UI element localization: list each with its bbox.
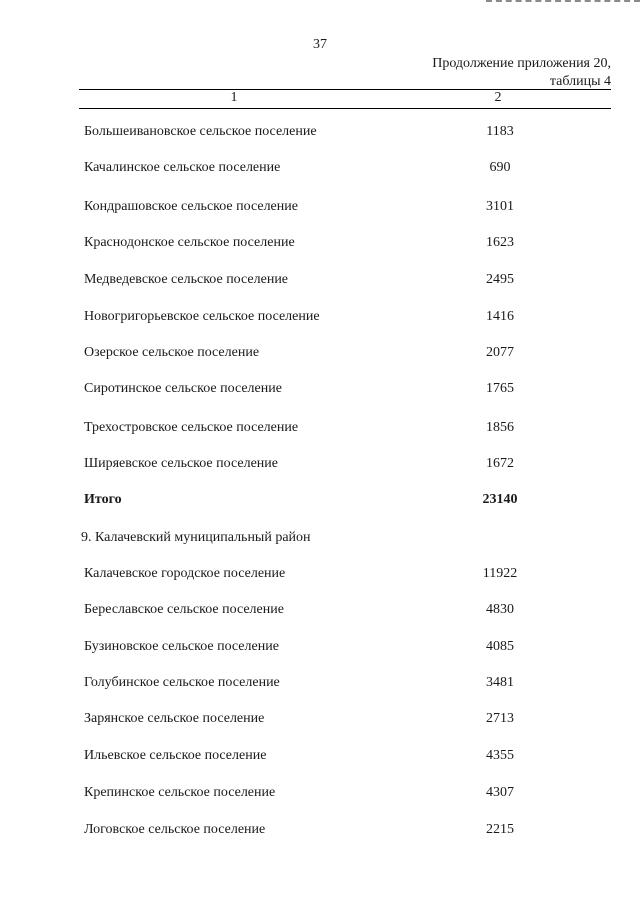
table-top-rule [79, 89, 611, 90]
scan-edge-mark [486, 0, 640, 2]
table-row [0, 345, 640, 365]
settlement-value: 2713 [486, 711, 514, 726]
table-row [0, 822, 640, 842]
appendix-caption-line2: таблицы 4 [549, 74, 611, 89]
settlement-name: Зарянское сельское поселение [84, 711, 265, 726]
table-row [0, 235, 640, 255]
settlement-value: 11922 [482, 566, 518, 581]
settlement-value: 2077 [486, 345, 514, 360]
settlement-name: Медведевское сельское поселение [84, 272, 289, 287]
table-row [0, 748, 640, 768]
total-row [0, 492, 640, 512]
total-value: 23140 [482, 492, 518, 507]
settlement-name: Большеивановское сельское поселение [84, 124, 317, 139]
settlement-value: 2495 [486, 272, 514, 287]
table-row [0, 160, 640, 180]
table-row [0, 785, 640, 805]
total-label: Итого [84, 492, 122, 507]
table-row [0, 602, 640, 622]
settlement-name: Ширяевское сельское поселение [84, 456, 278, 471]
settlement-value: 1623 [486, 235, 514, 250]
section-heading-row [0, 530, 640, 550]
settlement-value: 4085 [486, 639, 514, 654]
settlement-value: 3101 [486, 199, 514, 214]
settlement-name: Голубинское сельское поселение [84, 675, 280, 690]
table-row [0, 272, 640, 292]
settlement-value: 1672 [486, 456, 514, 471]
settlement-name: Бузиновское сельское поселение [84, 639, 279, 654]
settlement-name: Краснодонское сельское поселение [84, 235, 295, 250]
settlement-name: Новогригорьевское сельское поселение [84, 309, 320, 324]
column-header-2: 2 [494, 90, 502, 105]
table-row [0, 309, 640, 329]
settlement-name: Ильевское сельское поселение [84, 748, 267, 763]
settlement-name: Логовское сельское поселение [84, 822, 266, 837]
table-row [0, 566, 640, 586]
settlement-name: Крепинское сельское поселение [84, 785, 276, 800]
settlement-value: 4307 [486, 785, 514, 800]
settlement-value: 1416 [486, 309, 514, 324]
table-row [0, 124, 640, 144]
settlement-value: 4355 [486, 748, 514, 763]
table-row [0, 420, 640, 440]
settlement-name: Озерское сельское поселение [84, 345, 260, 360]
settlement-value: 1765 [486, 381, 514, 396]
settlement-name: Сиротинское сельское поселение [84, 381, 282, 396]
settlement-value: 1183 [486, 124, 514, 139]
settlement-value: 690 [489, 160, 511, 175]
settlement-value: 3481 [486, 675, 514, 690]
section-heading: 9. Калачевский муниципальный район [81, 530, 311, 545]
table-row [0, 639, 640, 659]
table-row [0, 456, 640, 476]
page-number: 37 [313, 37, 327, 52]
table-row [0, 199, 640, 219]
settlement-name: Береславское сельское поселение [84, 602, 284, 617]
table-row [0, 675, 640, 695]
settlement-value: 4830 [486, 602, 514, 617]
settlement-name: Калачевское городское поселение [84, 566, 286, 581]
settlement-value: 1856 [486, 420, 514, 435]
table-header-rule [79, 108, 611, 109]
settlement-name: Кондрашовское сельское поселение [84, 199, 298, 214]
settlement-name: Трехостровское сельское поселение [84, 420, 299, 435]
table-row [0, 381, 640, 401]
appendix-caption-line1: Продолжение приложения 20, [432, 56, 611, 71]
settlement-value: 2215 [486, 822, 514, 837]
table-row [0, 711, 640, 731]
settlement-name: Качалинское сельское поселение [84, 160, 281, 175]
column-header-1: 1 [230, 90, 238, 105]
